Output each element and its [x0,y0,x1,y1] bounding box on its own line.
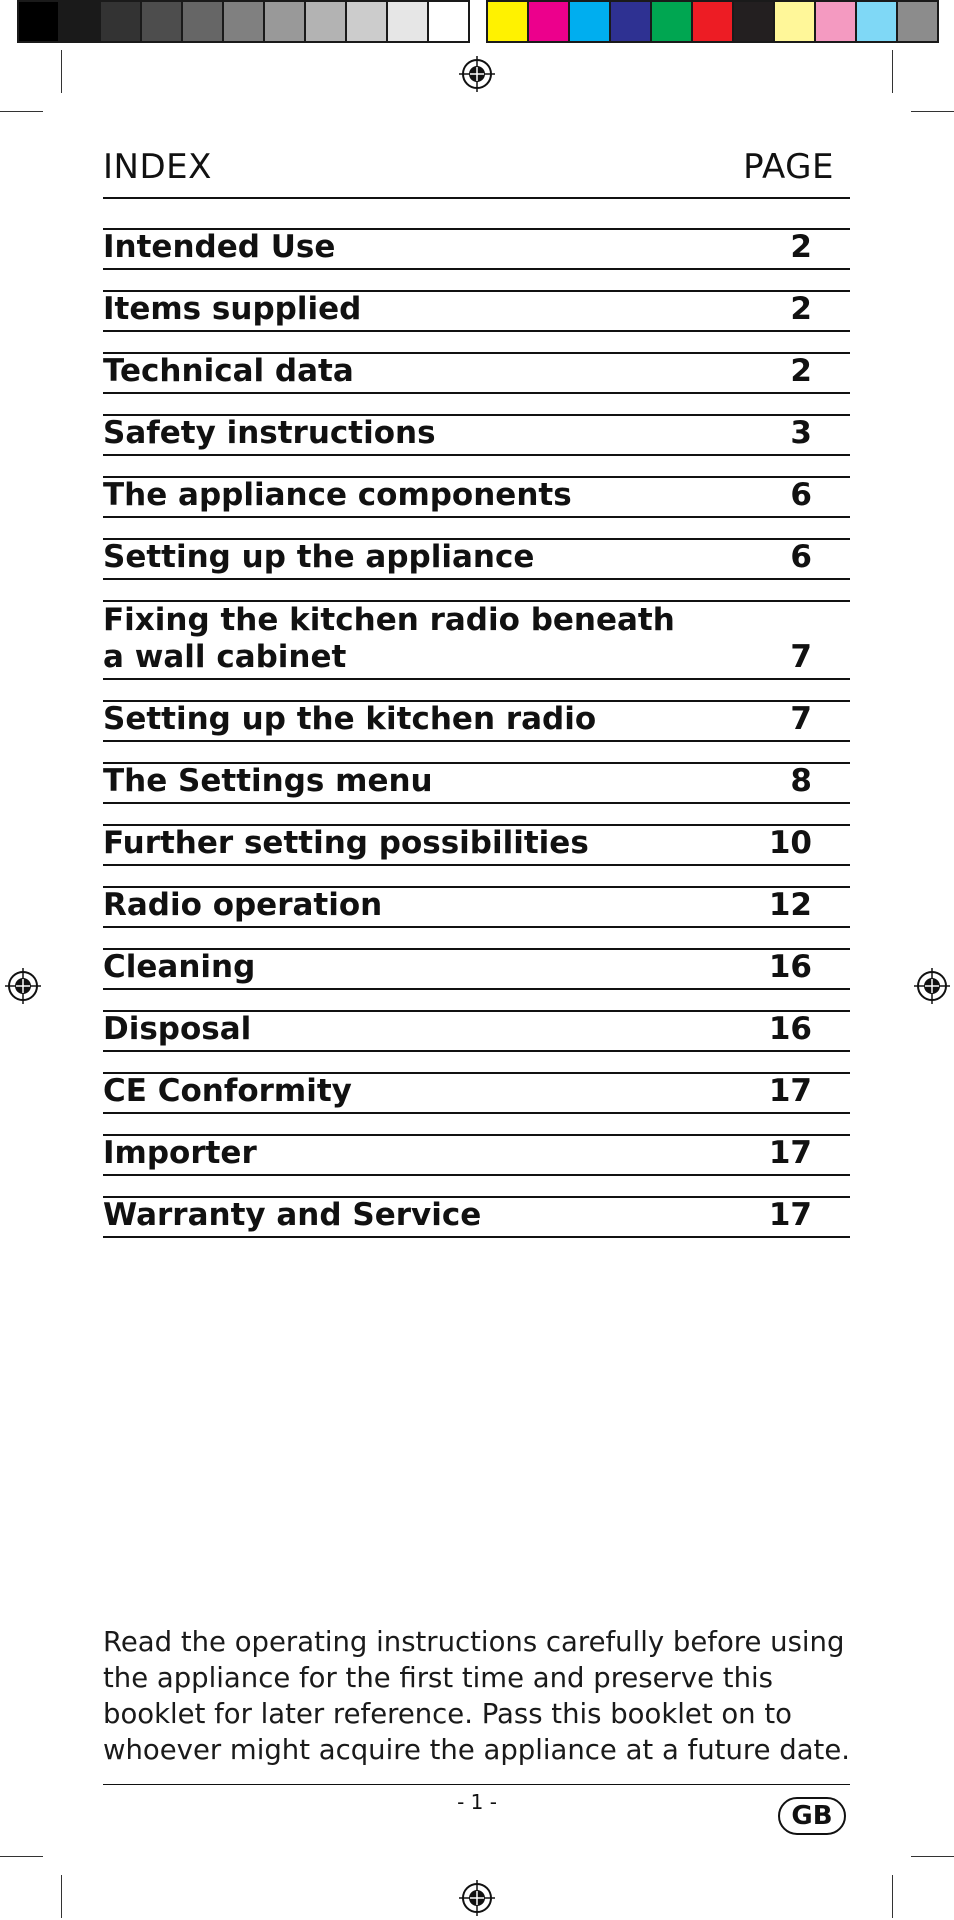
gray-swatch [19,2,60,41]
toc-entry-page: 12 [768,887,812,923]
toc-entry-title-line1: Fixing the kitchen radio beneath [103,602,675,638]
toc-entry[interactable] [103,600,850,680]
registration-mark-icon [914,968,950,1004]
toc-entry[interactable] [103,538,850,580]
toc-entry-page: 16 [768,1011,812,1047]
toc-entry-title: The Settings menu [103,763,433,799]
gray-swatch [101,2,142,41]
toc-entry[interactable] [103,1196,850,1238]
toc-entry-title: The appliance components [103,477,572,513]
toc-entry-page: 17 [768,1073,812,1109]
toc-entry-title: CE Conformity [103,1073,352,1109]
color-swatch [652,2,693,41]
color-swatch [734,2,775,41]
toc-entry-title [103,602,675,676]
toc-entry-page: 2 [790,353,812,389]
toc-entry[interactable] [103,700,850,742]
gray-swatch [429,2,468,41]
index-header [103,145,850,199]
toc-entry[interactable] [103,352,850,394]
toc-entry[interactable] [103,1072,850,1114]
toc-entry-title: Setting up the kitchen radio [103,701,597,737]
toc-entry[interactable] [103,886,850,928]
color-swatch [570,2,611,41]
color-calibration-bar [17,0,939,43]
toc-entry-page: 2 [790,229,812,265]
gray-swatch [183,2,224,41]
toc-entry-page: 3 [790,415,812,451]
crop-mark [892,50,893,93]
gray-swatch [306,2,347,41]
toc-entry[interactable] [103,290,850,332]
index-heading: INDEX [103,147,212,187]
registration-mark-icon [459,56,495,92]
registration-mark-icon [459,1880,495,1916]
color-swatch [775,2,816,41]
color-swatch [816,2,857,41]
toc-entry-title: Intended Use [103,229,336,265]
toc-entry-page: 17 [768,1135,812,1171]
gray-swatch [347,2,388,41]
color-swatch [857,2,898,41]
crop-mark [892,1875,893,1918]
color-swatch [693,2,734,41]
process-color-swatches [486,0,939,43]
toc-entry[interactable] [103,414,850,456]
color-swatch [488,2,529,41]
toc-entry-page: 7 [790,639,812,675]
toc-entry-page: 16 [768,949,812,985]
toc-entry-title: Warranty and Service [103,1197,482,1233]
toc-entry[interactable] [103,762,850,804]
toc-entry[interactable] [103,1010,850,1052]
gray-swatch [142,2,183,41]
crop-mark [0,111,43,112]
page-heading: PAGE [743,147,834,187]
gray-swatch [265,2,306,41]
toc-entry-page: 7 [790,701,812,737]
crop-mark [61,1875,62,1918]
toc-entry-page: 6 [790,477,812,513]
table-of-contents [103,228,850,1258]
toc-entry[interactable] [103,948,850,990]
toc-entry-title: Technical data [103,353,354,389]
toc-entry-title-line2: a wall cabinet [103,639,347,675]
crop-mark [61,50,62,93]
gray-swatch [224,2,265,41]
language-badge: GB [778,1797,846,1835]
toc-entry-page: 6 [790,539,812,575]
color-swatch [611,2,652,41]
toc-entry-title: Importer [103,1135,257,1171]
registration-mark-icon [5,968,41,1004]
toc-entry-title: Setting up the appliance [103,539,535,575]
toc-entry-title: Items supplied [103,291,362,327]
toc-entry[interactable] [103,824,850,866]
toc-entry[interactable] [103,1134,850,1176]
toc-entry-page: 2 [790,291,812,327]
page-number: - 1 - [457,1790,497,1814]
crop-mark [911,1856,954,1857]
toc-entry-title: Radio operation [103,887,383,923]
toc-entry-page: 17 [768,1197,812,1233]
toc-entry-title: Disposal [103,1011,252,1047]
toc-entry-page: 8 [790,763,812,799]
toc-entry-title: Further setting possibilities [103,825,589,861]
gray-swatch [60,2,101,41]
usage-note: Read the operating instructions carefully before using the appliance for the first time and preserve this booklet for later reference. Pass this booklet on to whoever might acquire the appliance at a future date. [103,1625,850,1766]
footer-divider [103,1784,850,1785]
toc-entry-title: Cleaning [103,949,256,985]
toc-entry[interactable] [103,228,850,270]
gray-swatch [388,2,429,41]
toc-entry-title: Safety instructions [103,415,436,451]
toc-entry-page: 10 [768,825,812,861]
toc-entry[interactable] [103,476,850,518]
color-swatch [898,2,937,41]
crop-mark [911,111,954,112]
crop-mark [0,1856,43,1857]
color-swatch [529,2,570,41]
grayscale-swatches [17,0,470,43]
